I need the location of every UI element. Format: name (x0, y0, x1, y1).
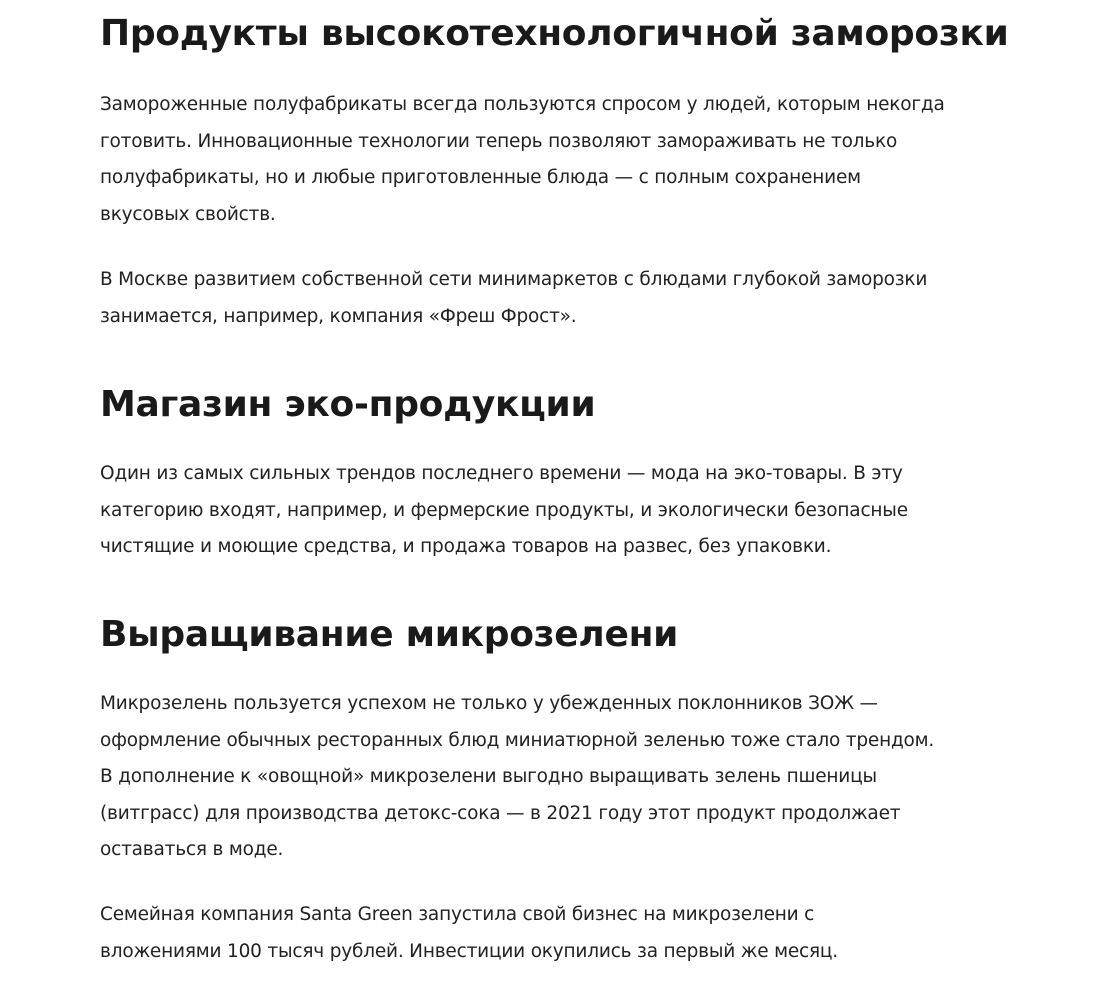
paragraph-line: Семейная компания Santa Green запустила свой бизнес на микрозелени с (100, 904, 815, 925)
paragraph-line: (витграсс) для производства детокс-сока — в 2021 году этот продукт продолжает (100, 802, 901, 824)
paragraph-line: В Москве развитием собственной сети минимаркетов с блюдами глубокой заморозки (100, 269, 928, 290)
paragraph-line: В дополнение к «овощной» микрозелени выгодно выращивать зелень пшеницы (100, 766, 877, 787)
paragraph-line: вкусовых свойств. (100, 203, 276, 225)
paragraph-line: категорию входят, например, и фермерские продукты, и экологически безопасные (100, 499, 908, 521)
paragraph-santa-green-example (100, 897, 838, 970)
paragraph-frozen-semi-finished (100, 87, 945, 233)
paragraph-line: занимается, например, компания «Фреш Фрост». (100, 305, 577, 327)
paragraph-line: чистящие и моющие средства, и продажа товаров на развес, без упаковки. (100, 536, 832, 557)
paragraph-line: оставаться в моде. (100, 839, 284, 860)
paragraph-line: Один из самых сильных трендов последнего времени — мода на эко-товары. В эту (100, 463, 903, 484)
section-heading-eco-store: Магазин эко-продукции (100, 384, 596, 425)
paragraph-line: вложениями 100 тысяч рублей. Инвестиции окупились за первый же месяц. (100, 940, 838, 962)
paragraph-line: оформление обычных ресторанных блюд миниатюрной зеленью тоже стало трендом. (100, 729, 935, 751)
paragraph-eco-trend (100, 456, 908, 566)
paragraph-line: Микрозелень пользуется успехом не только у убежденных поклонников ЗОЖ — (100, 693, 878, 714)
paragraph-line: полуфабрикаты, но и любые приготовленные блюда — с полным сохранением (100, 167, 861, 188)
paragraph-line: готовить. Инновационные технологии теперь позволяют замораживать не только (100, 130, 898, 152)
section-heading-microgreens: Выращивание микрозелени (100, 614, 679, 655)
paragraph-fresh-frost-example (100, 262, 927, 335)
section-heading-frozen-products: Продукты высокотехнологичной заморозки (100, 13, 1009, 54)
paragraph-microgreens-trend (100, 686, 934, 869)
paragraph-line: Замороженные полуфабрикаты всегда пользуются спросом у людей, которым некогда (100, 94, 945, 115)
